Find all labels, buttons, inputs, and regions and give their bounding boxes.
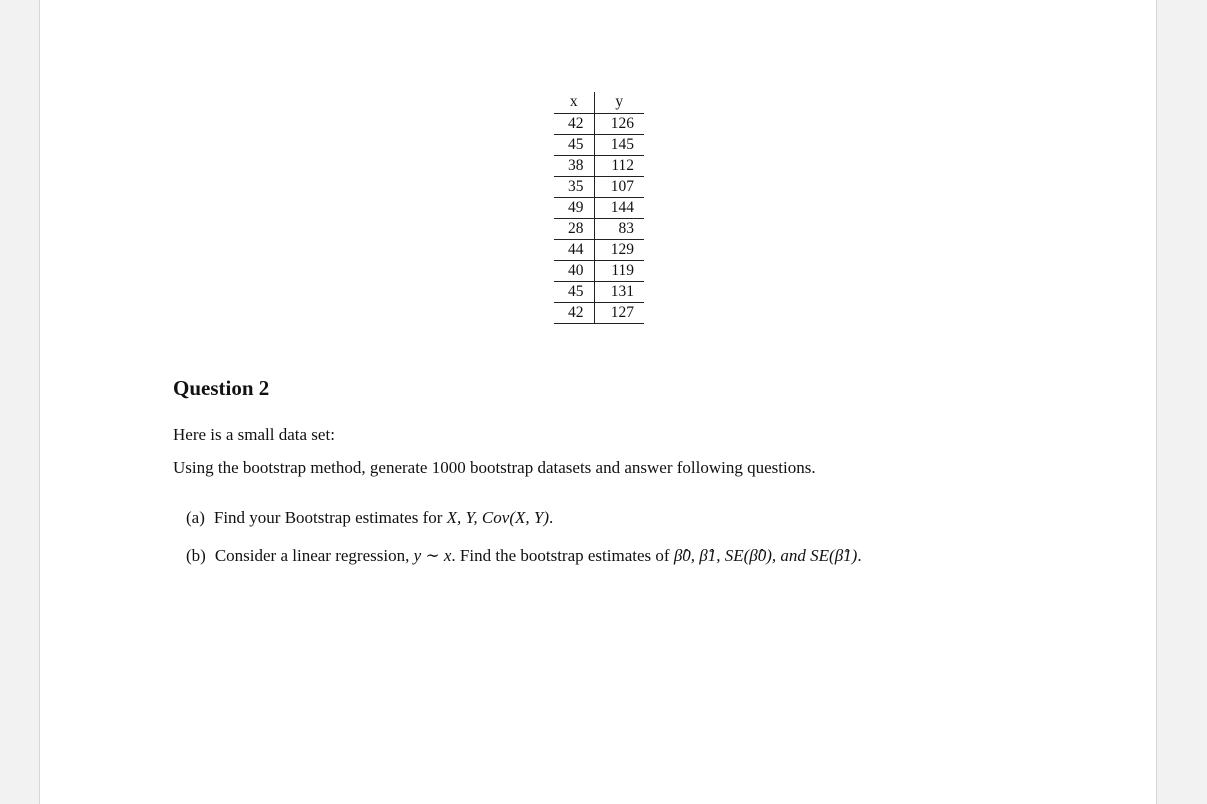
instruction-text: Using the bootstrap method, generate 1000 bootstrap datasets and answer following questions. [173,458,816,477]
item-text-end: . [548,508,554,527]
table-row [554,281,644,302]
cell-x: 40 [554,260,594,281]
item-text-mid: . Find the bootstrap estimates of [451,546,674,565]
table-row [554,155,644,176]
table-row [554,260,644,281]
item-label: (b) [186,546,206,565]
cell-y: 127 [594,302,644,323]
data-table [554,92,644,324]
cell-x: 42 [554,113,594,134]
table-row [554,113,644,134]
cell-x: 49 [554,197,594,218]
table-row [554,239,644,260]
intro-text: Here is a small data set: [173,425,335,444]
cell-y: 129 [594,239,644,260]
document-page [39,0,1157,804]
table-row [554,176,644,197]
table-header-row [554,92,644,113]
table-row [554,134,644,155]
cell-y: 107 [594,176,644,197]
item-text-end: . [857,546,862,565]
item-estimates: β̂0, β̂1, SE(β̂0), and SE(β̂1) [673,546,858,565]
cell-y: 83 [594,218,644,239]
cell-y: 112 [594,155,644,176]
cell-x: 35 [554,176,594,197]
table-row [554,302,644,323]
cell-y: 126 [610,114,634,132]
cell-x: 42 [554,302,594,323]
cell-y: 131 [594,281,644,302]
question-item-b [186,546,862,566]
column-header-x: x [554,92,594,113]
cell-y: 144 [594,197,644,218]
cell-x: 45 [554,134,594,155]
cell-x: 38 [554,155,594,176]
question-title: Question 2 [173,376,270,400]
column-header-y: y [594,92,644,113]
item-math: X, Y, Cov(X, Y) [446,508,549,527]
item-text: Find your Bootstrap estimates for [213,508,447,527]
cell-x: 45 [554,281,594,302]
cell-x: 28 [554,218,594,239]
table-row [554,218,644,239]
question-item-a [186,508,553,528]
cell-x: 44 [554,239,594,260]
item-label: (a) [186,508,205,527]
cell-y: 145 [594,134,644,155]
table-row [554,197,644,218]
item-text: Consider a linear regression, [214,546,414,565]
cell-y: 119 [594,260,644,281]
item-model: y ∼ x [413,546,452,565]
